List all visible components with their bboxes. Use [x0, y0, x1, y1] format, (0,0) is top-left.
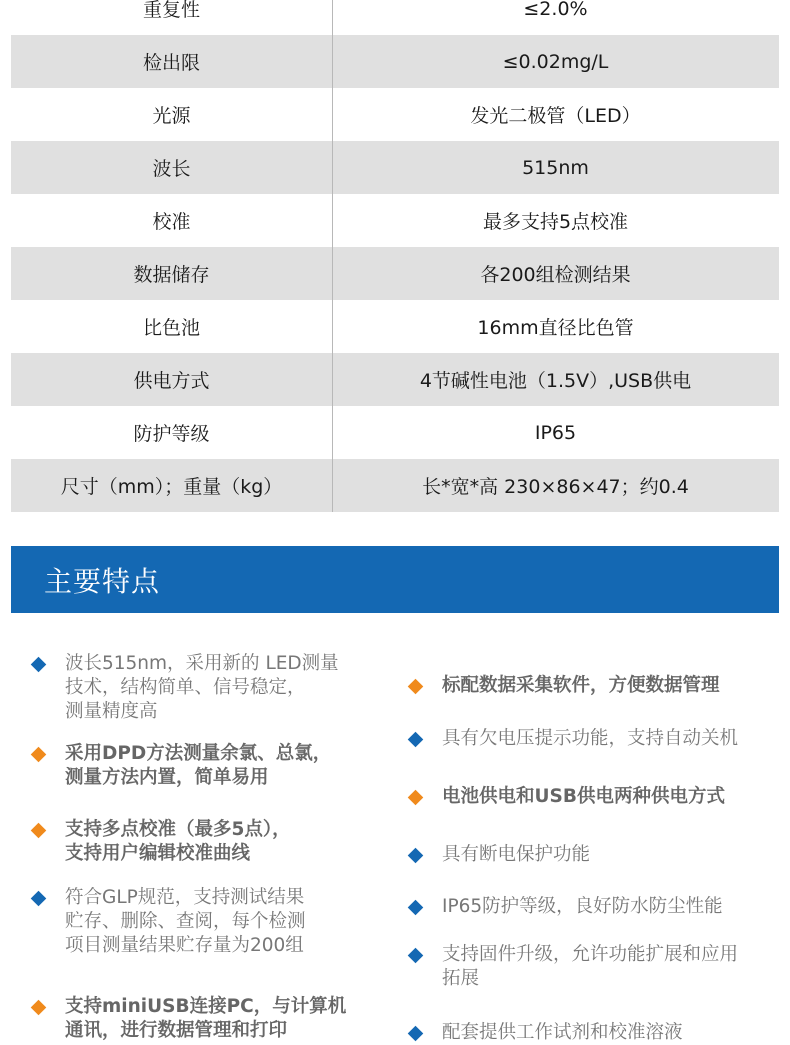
spec-row-repeatability — [11, 0, 779, 35]
spec-label: 校准 — [152, 211, 191, 233]
spec-label: 检出限 — [142, 52, 200, 74]
diamond-bullet-icon — [408, 679, 424, 695]
diamond-bullet-icon — [408, 732, 424, 748]
spec-value: 各200组检测结果 — [480, 264, 631, 286]
spec-row-calibration — [11, 194, 779, 247]
feature-text: 配套提供工作试剂和校准溶液 — [442, 1022, 683, 1043]
spec-label: 防护等级 — [133, 423, 210, 445]
spec-value: 发光二极管（LED） — [470, 105, 641, 127]
feature-text: 支持miniUSB连接PC，与计算机 通讯，进行数据管理和打印 — [65, 996, 347, 1041]
feature-text: 标配数据采集软件，方便数据管理 — [442, 675, 720, 696]
spec-row-protection — [11, 406, 779, 459]
feature-item — [410, 727, 738, 751]
spec-value: 最多支持5点校准 — [482, 211, 629, 233]
feature-item — [410, 843, 590, 867]
spec-table — [11, 0, 779, 512]
spec-value: IP65 — [534, 421, 577, 444]
diamond-bullet-icon — [408, 848, 424, 864]
feature-item — [33, 652, 339, 724]
feature-item — [33, 742, 331, 790]
diamond-bullet-icon — [31, 1000, 47, 1016]
spec-row-detection-limit — [11, 35, 779, 88]
spec-label: 供电方式 — [133, 370, 210, 392]
spec-row-cuvette — [11, 300, 779, 353]
feature-text: 符合GLP规范，支持测试结果 贮存、删除、查阅，每个检测 项目测量结果贮存量为200组 — [65, 887, 306, 956]
spec-row-data-storage — [11, 247, 779, 300]
section-title: 主要特点 — [44, 565, 161, 598]
diamond-bullet-icon — [31, 891, 47, 907]
feature-text: 采用DPD方法测量余氯、总氯， 测量方法内置，简单易用 — [65, 743, 332, 788]
feature-item — [410, 895, 723, 919]
diamond-bullet-icon — [408, 900, 424, 916]
diamond-bullet-icon — [408, 1026, 424, 1042]
feature-text: 支持多点校准（最多5点）， 支持用户编辑校准曲线 — [65, 819, 291, 864]
spec-value: 515nm — [522, 156, 589, 179]
feature-item — [410, 943, 738, 991]
spec-value: ≤2.0% — [523, 0, 588, 20]
spec-row-wavelength — [11, 141, 779, 194]
feature-text: 电池供电和USB供电两种供电方式 — [442, 786, 725, 807]
diamond-bullet-icon — [31, 823, 47, 839]
spec-value: 16mm直径比色管 — [477, 317, 634, 339]
spec-label: 重复性 — [142, 0, 200, 21]
diamond-bullet-icon — [408, 790, 424, 806]
spec-label: 尺寸（mm）；重量（kg） — [60, 476, 283, 498]
spec-label: 比色池 — [142, 317, 200, 339]
feature-text: 具有断电保护功能 — [442, 844, 591, 865]
spec-label: 数据储存 — [133, 264, 210, 286]
spec-label: 光源 — [152, 105, 191, 127]
feature-item — [33, 886, 306, 958]
diamond-bullet-icon — [31, 657, 47, 673]
feature-text: 支持固件升级，允许功能扩展和应用 拓展 — [442, 944, 739, 989]
section-banner — [11, 546, 779, 613]
feature-item — [33, 818, 291, 866]
feature-item — [410, 1021, 683, 1045]
feature-text: IP65防护等级，良好防水防尘性能 — [442, 896, 723, 917]
spec-value: 长*宽*高 230×86×47；约0.4 — [422, 476, 689, 498]
feature-text: 具有欠电压提示功能，支持自动关机 — [442, 728, 739, 749]
spec-row-dimensions — [11, 459, 779, 512]
feature-text: 波长515nm，采用新的 LED测量 技术，结构简单、信号稳定， 测量精度高 — [65, 653, 339, 722]
feature-item — [33, 995, 346, 1043]
spec-value: 4节碱性电池（1.5V）,USB供电 — [419, 370, 692, 392]
spec-label: 波长 — [152, 158, 191, 180]
feature-item — [410, 674, 720, 698]
spec-row-light-source — [11, 88, 779, 141]
diamond-bullet-icon — [31, 747, 47, 763]
diamond-bullet-icon — [408, 948, 424, 964]
column-divider — [332, 0, 333, 512]
spec-row-power — [11, 353, 779, 406]
spec-value: ≤0.02mg/L — [502, 50, 609, 73]
feature-item — [410, 785, 725, 809]
